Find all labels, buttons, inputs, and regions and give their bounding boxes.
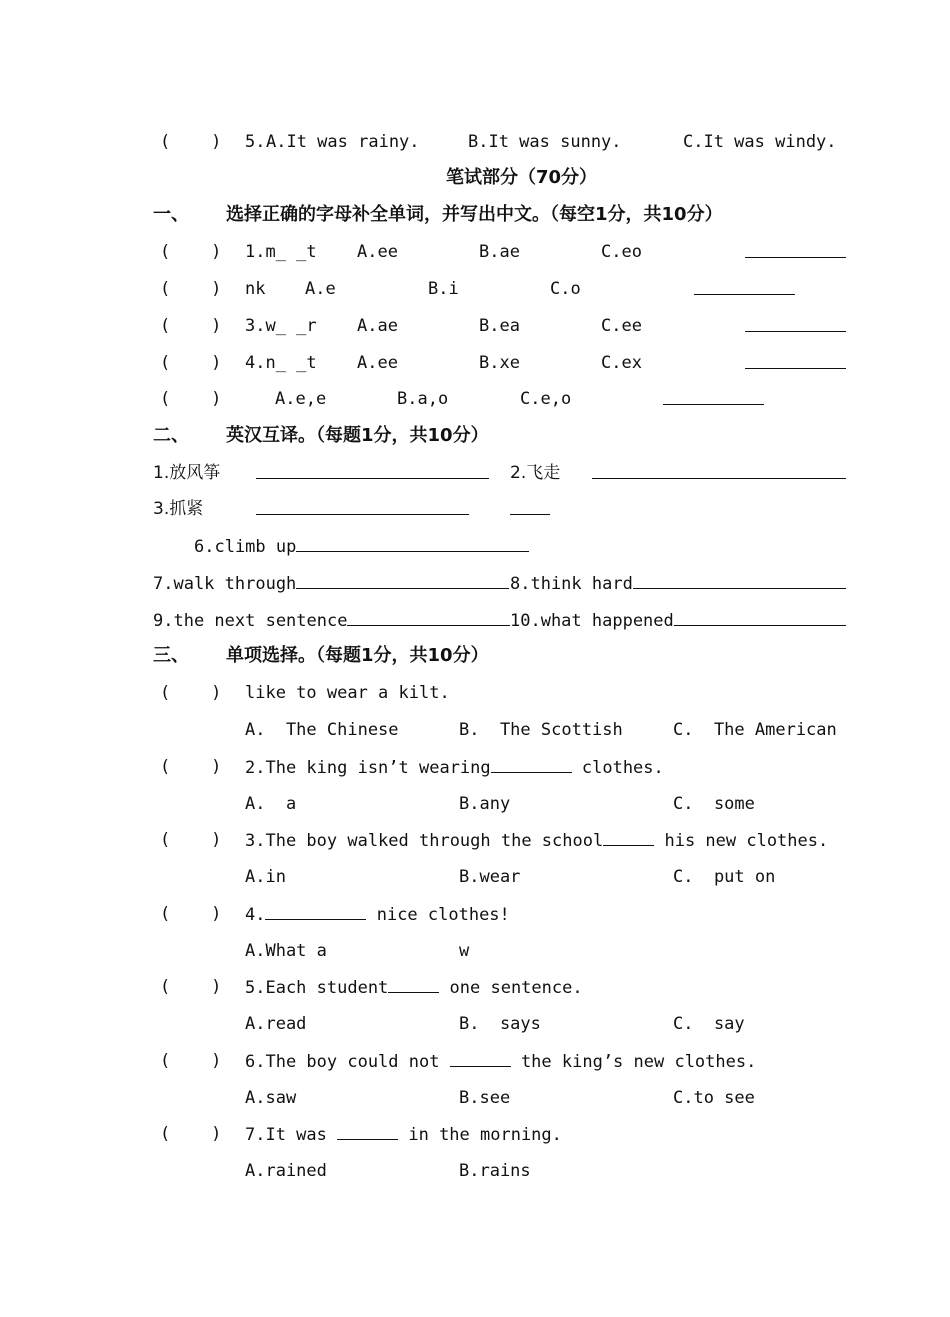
answer-paren[interactable]: ( ) <box>160 830 222 850</box>
translate-item-7: 7.walk through <box>153 572 509 595</box>
option-b: B. The Scottish <box>459 720 623 740</box>
option-a: A. The Chinese <box>245 720 399 740</box>
option-c: C.e,o <box>520 389 572 409</box>
option-b: B.wear <box>459 867 521 887</box>
sec3-number: 三、 <box>153 645 189 666</box>
option-b: B.rains <box>459 1161 531 1181</box>
option-b: B. says <box>459 1014 541 1034</box>
question-text: 2.The king isn’t wearing clothes. <box>245 758 664 778</box>
answer-paren[interactable]: ( ) <box>160 279 222 299</box>
option-b: B.a,o <box>397 389 449 409</box>
sec2-title: 英汉互译。（每题1分，共10分） <box>226 425 489 446</box>
chinese-answer-blank[interactable] <box>663 388 764 411</box>
option-a: A.saw <box>245 1088 297 1108</box>
answer-paren[interactable]: ( ) <box>160 316 222 336</box>
option-a: A.rained <box>245 1161 327 1181</box>
chinese-answer-blank[interactable] <box>745 315 846 338</box>
option-b: B.any <box>459 794 511 814</box>
top-item-option-c: C.It was windy. <box>683 132 837 152</box>
answer-paren[interactable]: ( ) <box>160 757 222 777</box>
option-b: B.see <box>459 1088 511 1108</box>
option-a: A.in <box>245 867 286 887</box>
sec3-title: 单项选择。（每题1分，共10分） <box>226 645 489 666</box>
translate-blank-1[interactable] <box>256 462 489 485</box>
option-a: A.What a <box>245 941 327 961</box>
sec1-number: 一、 <box>153 204 189 225</box>
option-b: B.xe <box>479 353 520 373</box>
answer-paren[interactable]: ( ) <box>160 353 222 373</box>
answer-paren[interactable]: ( ) <box>160 977 222 997</box>
question-text: 3.The boy walked through the school his new clothes. <box>245 831 829 851</box>
option-c: C. say <box>673 1014 745 1034</box>
translate-blank-4[interactable] <box>510 498 550 521</box>
written-section-title: 笔试部分（70分） <box>446 167 598 188</box>
answer-paren[interactable]: ( ) <box>160 1124 222 1144</box>
answer-paren[interactable]: ( ) <box>160 683 222 703</box>
option-a: A.e,e <box>275 389 327 409</box>
chinese-answer-blank[interactable] <box>694 278 795 301</box>
option-c: C.o <box>550 279 581 299</box>
question-text: 5.Each student one sentence. <box>245 978 583 998</box>
translate-item-9: 9.the next sentence <box>153 609 510 632</box>
option-b: B.ea <box>479 316 520 336</box>
option-a: A.read <box>245 1014 307 1034</box>
translate-item-10: 10.what happened <box>510 609 846 632</box>
option-b: w <box>459 941 470 961</box>
translate-item-1: 1.放风筝 <box>153 463 221 483</box>
answer-paren[interactable]: ( ) <box>160 904 222 924</box>
option-a: A.ee <box>357 242 398 262</box>
translate-item-6: 6.climb up <box>194 535 529 558</box>
translate-blank-3[interactable] <box>256 498 469 521</box>
top-item-paren: ( ) <box>160 132 222 152</box>
answer-paren[interactable]: ( ) <box>160 389 222 409</box>
sec2-number: 二、 <box>153 425 189 446</box>
question-word: 1.m_ _t <box>245 242 317 262</box>
question-word: 3.w_ _r <box>245 316 317 336</box>
top-item-option-b: B.It was sunny. <box>468 132 622 152</box>
translate-blank-2[interactable] <box>592 462 846 485</box>
answer-paren[interactable]: ( ) <box>160 1051 222 1071</box>
option-c: C.ee <box>601 316 642 336</box>
translate-item-8: 8.think hard <box>510 572 846 595</box>
question-word: nk <box>245 279 266 299</box>
top-item-num: 5. <box>245 132 266 152</box>
top-item-option-a: A.It was rainy. <box>266 132 420 152</box>
chinese-answer-blank[interactable] <box>745 241 846 264</box>
option-b: B.i <box>428 279 459 299</box>
option-c: C. some <box>673 794 755 814</box>
question-text: 4. nice clothes! <box>245 905 510 925</box>
sec1-title: 选择正确的字母补全单词，并写出中文。（每空1分，共10分） <box>226 204 723 225</box>
question-text: like to wear a kilt. <box>245 683 450 703</box>
option-a: A. a <box>245 794 297 814</box>
question-text: 6.The boy could not the king’s new clothes. <box>245 1052 757 1072</box>
question-word: 4.n_ _t <box>245 353 317 373</box>
option-a: A.ee <box>357 353 398 373</box>
answer-paren[interactable]: ( ) <box>160 242 222 262</box>
option-c: C. put on <box>673 867 776 887</box>
translate-item-3: 3.抓紧 <box>153 499 204 519</box>
option-c: C. The American <box>673 720 837 740</box>
option-a: A.e <box>305 279 336 299</box>
translate-item-2: 2.飞走 <box>510 463 561 483</box>
option-a: A.ae <box>357 316 398 336</box>
option-c: C.eo <box>601 242 642 262</box>
option-b: B.ae <box>479 242 520 262</box>
option-c: C.to see <box>673 1088 755 1108</box>
chinese-answer-blank[interactable] <box>745 352 846 375</box>
question-text: 7.It was in the morning. <box>245 1125 562 1145</box>
option-c: C.ex <box>601 353 642 373</box>
